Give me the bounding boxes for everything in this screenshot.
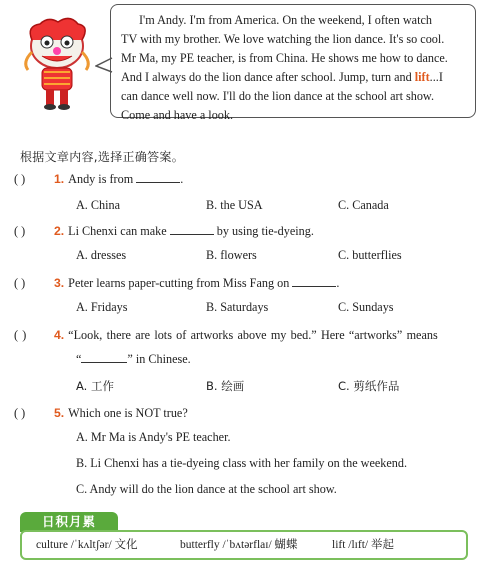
answer-paren[interactable]: ( ) (14, 328, 27, 342)
question-4: ( ) 4. “Look, there are lots of artworks above my bed.” Here “artworks” means (14, 328, 438, 342)
question-4-line-2: “ ” in Chinese. (76, 352, 191, 366)
passage-line: TV with my brother. We love watching the lion dance. It's so cool. (121, 32, 445, 46)
passage-line: I'm Andy. I'm from America. On the weekend, I often watch (139, 13, 432, 27)
vocab-item: butterfly /ˈbʌtərflaɪ/ 蝴蝶 (180, 539, 298, 551)
instruction: 根据文章内容,选择正确答案。 (20, 150, 185, 164)
answer-blank[interactable] (292, 276, 336, 287)
answer-blank[interactable] (81, 352, 127, 363)
option-a[interactable]: A. 工作 (76, 379, 114, 393)
question-2: ( ) 2. Li Chenxi can make by using tie-dyeing. (14, 224, 314, 238)
option-b[interactable]: B. Li Chenxi has a tie-dyeing class with her family on the weekend. (76, 456, 408, 470)
option-c[interactable]: C. butterflies (338, 248, 402, 262)
vocab-box (20, 530, 468, 560)
vocab-item: culture /ˈkʌltʃər/ 文化 (36, 539, 138, 551)
answer-paren[interactable]: ( ) (14, 276, 26, 290)
lion-dance-illustration (12, 12, 102, 112)
option-c[interactable]: C. Canada (338, 198, 389, 212)
option-a[interactable]: A. dresses (76, 248, 127, 262)
option-a[interactable]: A. Mr Ma is Andy's PE teacher. (76, 430, 231, 444)
vocab-item: lift /lɪft/ 举起 (332, 539, 394, 551)
question-5: ( ) 5. Which one is NOT true? (14, 406, 188, 420)
option-b[interactable]: B. the USA (206, 198, 263, 212)
option-c[interactable]: C. Andy will do the lion dance at the school art show. (76, 482, 337, 496)
answer-blank[interactable] (136, 172, 180, 183)
speech-bubble-passage (110, 4, 476, 122)
answer-blank[interactable] (170, 224, 214, 235)
question-1: ( ) 1. Andy is from . (14, 172, 184, 186)
option-c[interactable]: C. 剪纸作品 (338, 379, 400, 393)
highlight-word: lift (414, 70, 430, 84)
answer-paren[interactable]: ( ) (14, 172, 26, 186)
option-a[interactable]: A. Fridays (76, 300, 128, 314)
option-c[interactable]: C. Sundays (338, 300, 394, 314)
question-3: ( ) 3. Peter learns paper-cutting from Miss Fang on . (14, 276, 340, 290)
option-b[interactable]: B. flowers (206, 248, 257, 262)
passage-line: can dance well now. I'll do the lion dance at the school art show. (121, 89, 434, 103)
passage-line: And I always do the lion dance after school. Jump, turn and lift...I (121, 70, 443, 84)
answer-paren[interactable]: ( ) (14, 406, 26, 420)
answer-paren[interactable]: ( ) (14, 224, 26, 238)
passage-line: Mr Ma, my PE teacher, is from China. He shows me how to dance. (121, 51, 448, 65)
option-b[interactable]: B. Saturdays (206, 300, 269, 314)
vocab-tag: 日积月累 (20, 512, 118, 532)
option-a[interactable]: A. China (76, 198, 121, 212)
passage-line: Come and have a look. (121, 108, 234, 122)
option-b[interactable]: B. 绘画 (206, 379, 245, 393)
